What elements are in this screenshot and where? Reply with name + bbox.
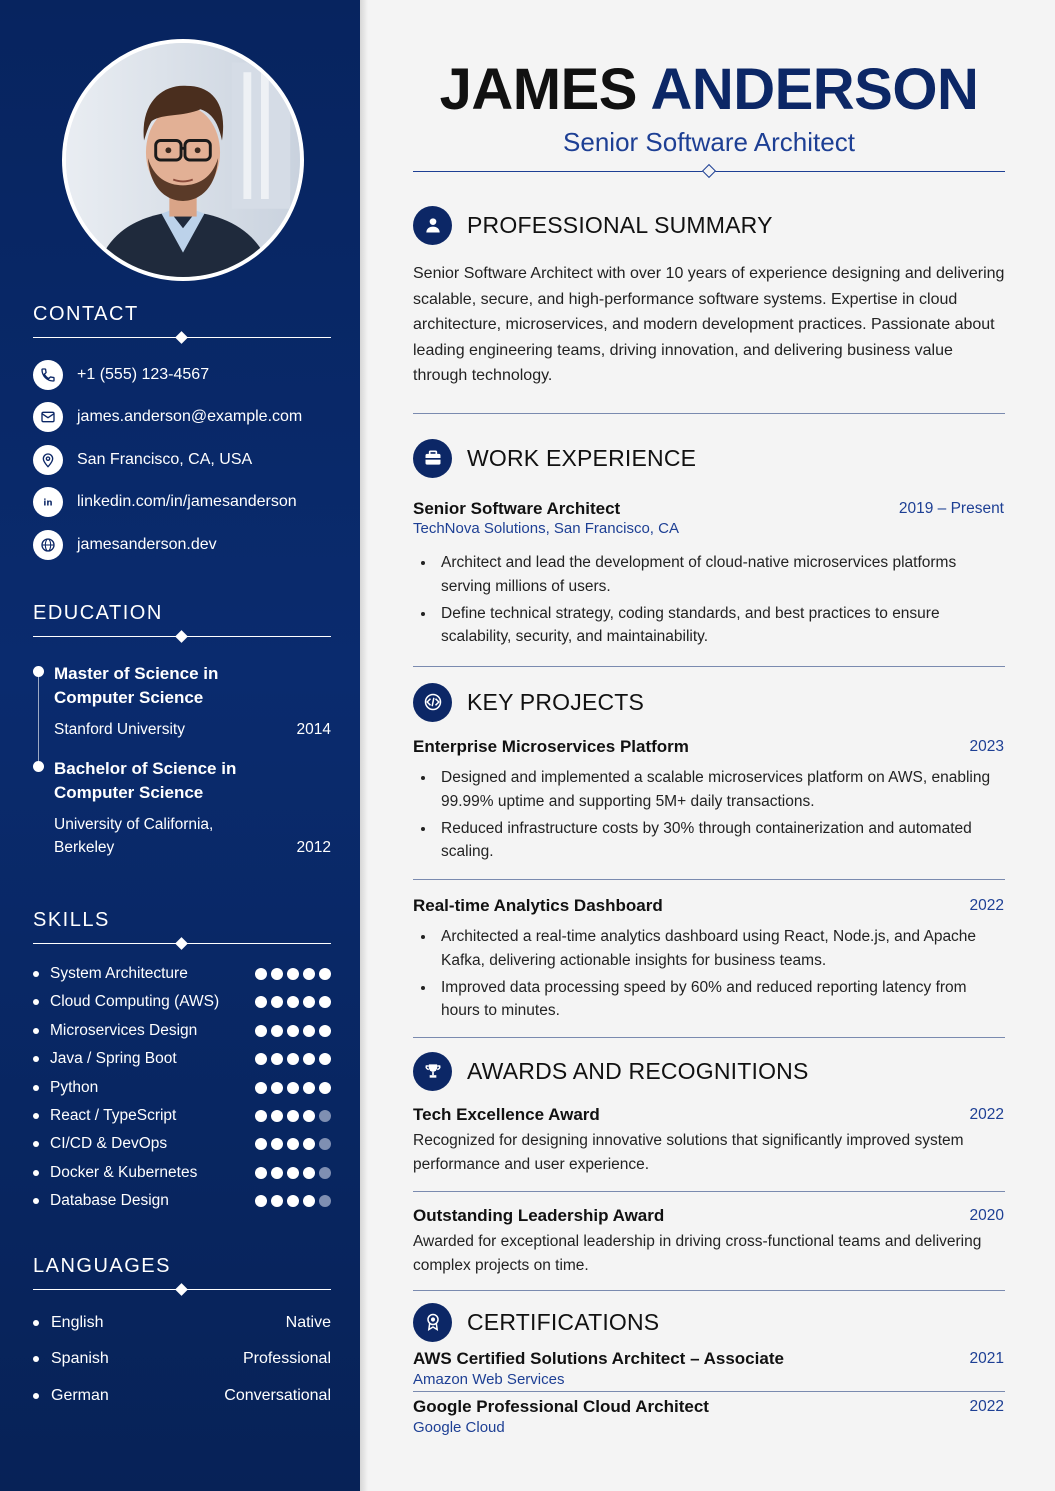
bullet bbox=[33, 1170, 39, 1176]
contact-linkedin[interactable] bbox=[33, 487, 297, 517]
location-text: San Francisco, CA, USA bbox=[77, 451, 253, 468]
linkedin-icon bbox=[33, 487, 63, 517]
skill-level-dot bbox=[271, 996, 283, 1008]
certification-year: 2022 bbox=[969, 1398, 1004, 1415]
code-icon bbox=[413, 683, 452, 722]
certification-name: AWS Certified Solutions Architect – Associate bbox=[413, 1349, 784, 1368]
skill-level-dot bbox=[287, 1138, 299, 1150]
skill-level-rating bbox=[255, 1195, 331, 1207]
section-divider bbox=[413, 666, 1005, 667]
project-year: 2022 bbox=[969, 897, 1004, 914]
list-item: Reduced infrastructure costs by 30% through containerization and automated scaling. bbox=[413, 817, 1005, 864]
skill-level-dot bbox=[319, 1025, 331, 1037]
skill-level-dot bbox=[319, 1167, 331, 1179]
education-school: Stanford University bbox=[54, 721, 185, 738]
website-text: jamesanderson.dev bbox=[77, 536, 217, 553]
summary-text: Senior Software Architect with over 10 years of experience designing and delivering scalable, secure, and high-performance software systems. Expertise in cloud architecture, microservices, and modern development practices. Passionate about leading engineering teams, driving innovation, and delivering business value through technology. bbox=[413, 265, 1005, 384]
skill-name: CI/CD & DevOps bbox=[50, 1135, 168, 1153]
certifications-section-header bbox=[413, 1302, 659, 1342]
certificate-icon bbox=[413, 1303, 452, 1342]
contact-website[interactable] bbox=[33, 530, 217, 560]
briefcase-icon bbox=[413, 439, 452, 478]
summary-section-header bbox=[413, 205, 773, 245]
skill-name: Docker & Kubernetes bbox=[50, 1163, 198, 1181]
skill-level-rating bbox=[255, 1167, 331, 1179]
skill-level-dot bbox=[319, 968, 331, 980]
skill-name: Cloud Computing (AWS) bbox=[50, 993, 220, 1011]
phone-text: +1 (555) 123-4567 bbox=[77, 366, 210, 383]
skill-level-dot bbox=[271, 1025, 283, 1037]
skill-name: React / TypeScript bbox=[50, 1107, 177, 1124]
skill-level-dot bbox=[255, 1053, 267, 1065]
contact-divider bbox=[33, 337, 331, 338]
trophy-icon bbox=[413, 1052, 452, 1091]
skill-level-dot bbox=[303, 1167, 315, 1179]
languages-heading: LANGUAGES bbox=[33, 1255, 171, 1277]
sidebar-shadow bbox=[360, 0, 368, 1491]
full-name bbox=[413, 56, 1005, 124]
bullet bbox=[33, 1085, 39, 1091]
skill-name: System Architecture bbox=[50, 965, 188, 982]
skill-level-dot bbox=[287, 1025, 299, 1037]
skill-row bbox=[33, 1021, 331, 1041]
skill-level-dot bbox=[271, 968, 283, 980]
education-year: 2012 bbox=[296, 839, 331, 856]
skill-level-rating bbox=[255, 996, 331, 1008]
list-item: Architect and lead the development of cloud-native microservices platforms serving millions of users. bbox=[413, 551, 1005, 598]
education-item bbox=[33, 662, 331, 741]
skill-level-dot bbox=[303, 1110, 315, 1122]
award-description: Recognized for designing innovative solutions that significantly improved system performance and user experience. bbox=[413, 1132, 964, 1173]
summary-heading: PROFESSIONAL SUMMARY bbox=[467, 211, 773, 238]
skill-level-dot bbox=[303, 1195, 315, 1207]
bullet bbox=[33, 1028, 39, 1034]
skill-level-rating bbox=[255, 1110, 331, 1122]
language-level: Conversational bbox=[224, 1387, 331, 1404]
skill-row bbox=[33, 1078, 331, 1098]
languages-divider bbox=[33, 1289, 331, 1290]
award-year: 2022 bbox=[969, 1106, 1004, 1123]
education-school: University of California, Berkeley bbox=[54, 816, 214, 856]
job-bullets bbox=[413, 551, 1005, 652]
list-item: Improved data processing speed by 60% and reduced reporting latency from hours to minutes. bbox=[413, 976, 1005, 1023]
contact-heading: CONTACT bbox=[33, 303, 139, 325]
education-degree: Bachelor of Science in Computer Science bbox=[54, 759, 237, 802]
experience-heading: WORK EXPERIENCE bbox=[467, 444, 697, 471]
job-dates: 2019 – Present bbox=[898, 500, 1004, 517]
contact-phone[interactable] bbox=[33, 360, 209, 390]
skill-row bbox=[33, 1049, 331, 1069]
user-icon bbox=[413, 206, 452, 245]
phone-icon bbox=[33, 360, 63, 390]
sidebar bbox=[0, 0, 360, 1491]
language-row bbox=[33, 1385, 331, 1407]
skill-level-rating bbox=[255, 1138, 331, 1150]
education-item bbox=[33, 757, 331, 859]
skill-level-dot bbox=[255, 1195, 267, 1207]
skill-level-dot bbox=[303, 1025, 315, 1037]
language-name: English bbox=[51, 1314, 104, 1331]
job-title: Senior Software Architect bbox=[563, 127, 855, 157]
award-name: Tech Excellence Award bbox=[413, 1105, 600, 1124]
education-heading: EDUCATION bbox=[33, 602, 163, 624]
language-level: Native bbox=[285, 1314, 331, 1331]
skills-heading: SKILLS bbox=[33, 909, 110, 931]
section-divider bbox=[413, 1037, 1005, 1038]
skill-level-dot bbox=[287, 1195, 299, 1207]
skill-name: Microservices Design bbox=[50, 1021, 198, 1039]
skill-level-dot bbox=[287, 996, 299, 1008]
timeline-line bbox=[38, 676, 39, 768]
skill-level-dot bbox=[303, 1138, 315, 1150]
projects-heading: KEY PROJECTS bbox=[467, 688, 645, 715]
header-divider bbox=[413, 171, 1005, 172]
certification-issuer: Google Cloud bbox=[413, 1419, 505, 1436]
job-company: TechNova Solutions, San Francisco, CA bbox=[413, 520, 679, 537]
skill-level-dot bbox=[255, 1082, 267, 1094]
skill-level-dot bbox=[271, 1110, 283, 1122]
skill-row bbox=[33, 1134, 331, 1154]
skill-level-dot bbox=[319, 996, 331, 1008]
language-name: German bbox=[51, 1387, 109, 1404]
skill-level-rating bbox=[255, 1053, 331, 1065]
list-item: Architected a real-time analytics dashboard using React, Node.js, and Apache Kafka, delivering actionable insights for business teams. bbox=[413, 925, 1005, 972]
envelope-icon bbox=[33, 402, 63, 432]
skills-divider bbox=[33, 943, 331, 944]
contact-location bbox=[33, 445, 252, 475]
skill-level-dot bbox=[319, 1110, 331, 1122]
award-year: 2020 bbox=[969, 1207, 1004, 1224]
skill-level-dot bbox=[271, 1138, 283, 1150]
first-name: JAMES bbox=[439, 57, 637, 122]
profile-photo bbox=[62, 39, 304, 281]
last-name: ANDERSON bbox=[650, 57, 979, 122]
language-row bbox=[33, 1312, 331, 1334]
skill-level-dot bbox=[271, 1195, 283, 1207]
bullet bbox=[33, 999, 39, 1005]
project-bullets bbox=[413, 766, 1005, 867]
section-divider bbox=[413, 1191, 1005, 1192]
skill-level-dot bbox=[303, 1082, 315, 1094]
language-name: Spanish bbox=[51, 1350, 109, 1367]
globe-icon bbox=[33, 530, 63, 560]
bullet bbox=[33, 1320, 39, 1326]
skill-level-rating bbox=[255, 968, 331, 980]
skill-level-rating bbox=[255, 1025, 331, 1037]
skill-name: Java / Spring Boot bbox=[50, 1050, 177, 1068]
certifications-heading: CERTIFICATIONS bbox=[467, 1308, 660, 1335]
project-year: 2023 bbox=[969, 738, 1004, 755]
awards-heading: AWARDS AND RECOGNITIONS bbox=[467, 1057, 809, 1084]
bullet bbox=[33, 1198, 39, 1204]
bullet bbox=[33, 1393, 39, 1399]
experience-section-header bbox=[413, 438, 696, 478]
skill-name: Python bbox=[50, 1078, 99, 1096]
skill-level-dot bbox=[319, 1195, 331, 1207]
skill-row bbox=[33, 964, 331, 984]
language-row bbox=[33, 1348, 331, 1370]
skill-level-dot bbox=[255, 1138, 267, 1150]
projects-section-header bbox=[413, 682, 644, 722]
skill-level-dot bbox=[255, 1167, 267, 1179]
skill-level-dot bbox=[319, 1138, 331, 1150]
certification-name: Google Professional Cloud Architect bbox=[413, 1397, 709, 1416]
skill-level-dot bbox=[287, 1082, 299, 1094]
skill-row bbox=[33, 1191, 331, 1211]
skill-level-dot bbox=[319, 1082, 331, 1094]
skill-level-dot bbox=[271, 1082, 283, 1094]
awards-section-header bbox=[413, 1051, 809, 1091]
skill-level-dot bbox=[303, 996, 315, 1008]
skill-row bbox=[33, 1163, 331, 1183]
skill-level-rating bbox=[255, 1082, 331, 1094]
skill-level-dot bbox=[255, 1110, 267, 1122]
project-name: Enterprise Microservices Platform bbox=[413, 737, 689, 756]
svg-text:in: in bbox=[43, 498, 53, 509]
certification-year: 2021 bbox=[969, 1350, 1004, 1367]
linkedin-text: linkedin.com/in/jamesanderson bbox=[77, 493, 297, 510]
skill-level-dot bbox=[319, 1053, 331, 1065]
section-divider bbox=[413, 1391, 1005, 1392]
contact-email[interactable] bbox=[33, 402, 302, 432]
section-divider bbox=[413, 413, 1005, 414]
list-item: Define technical strategy, coding standards, and best practices to ensure scalability, security, and maintainability. bbox=[413, 602, 1005, 649]
skill-level-dot bbox=[287, 1053, 299, 1065]
bullet bbox=[33, 971, 39, 977]
education-divider bbox=[33, 636, 331, 637]
award-description: Awarded for exceptional leadership in driving cross-functional teams and delivering complex projects on time. bbox=[413, 1233, 982, 1274]
skill-level-dot bbox=[271, 1053, 283, 1065]
skill-row bbox=[33, 992, 331, 1012]
bullet bbox=[33, 1356, 39, 1362]
award-name: Outstanding Leadership Award bbox=[413, 1206, 665, 1225]
timeline-dot bbox=[33, 761, 44, 772]
skill-level-dot bbox=[255, 1025, 267, 1037]
bullet bbox=[33, 1141, 39, 1147]
map-pin-icon bbox=[33, 445, 63, 475]
bullet bbox=[33, 1113, 39, 1119]
skill-name: Database Design bbox=[50, 1192, 169, 1210]
skill-level-dot bbox=[287, 1110, 299, 1122]
project-name: Real-time Analytics Dashboard bbox=[413, 896, 663, 915]
certification-issuer: Amazon Web Services bbox=[413, 1371, 565, 1388]
skill-level-dot bbox=[255, 996, 267, 1008]
bullet bbox=[33, 1056, 39, 1062]
project-bullets bbox=[413, 925, 1005, 1026]
skill-level-dot bbox=[287, 968, 299, 980]
skill-row bbox=[33, 1106, 331, 1126]
education-year: 2014 bbox=[296, 721, 331, 738]
job-role: Senior Software Architect bbox=[413, 499, 621, 518]
skill-level-dot bbox=[303, 968, 315, 980]
skill-level-dot bbox=[271, 1167, 283, 1179]
education-degree: Master of Science in Computer Science bbox=[54, 664, 219, 707]
section-divider bbox=[413, 879, 1005, 880]
list-item: Designed and implemented a scalable microservices platform on AWS, enabling 99.99% uptime and supporting 5M+ daily transactions. bbox=[413, 766, 1005, 813]
skill-level-dot bbox=[303, 1053, 315, 1065]
section-divider bbox=[413, 1290, 1005, 1291]
skill-level-dot bbox=[287, 1167, 299, 1179]
language-level: Professional bbox=[242, 1350, 331, 1367]
email-text: james.anderson@example.com bbox=[77, 408, 303, 425]
skill-level-dot bbox=[255, 968, 267, 980]
